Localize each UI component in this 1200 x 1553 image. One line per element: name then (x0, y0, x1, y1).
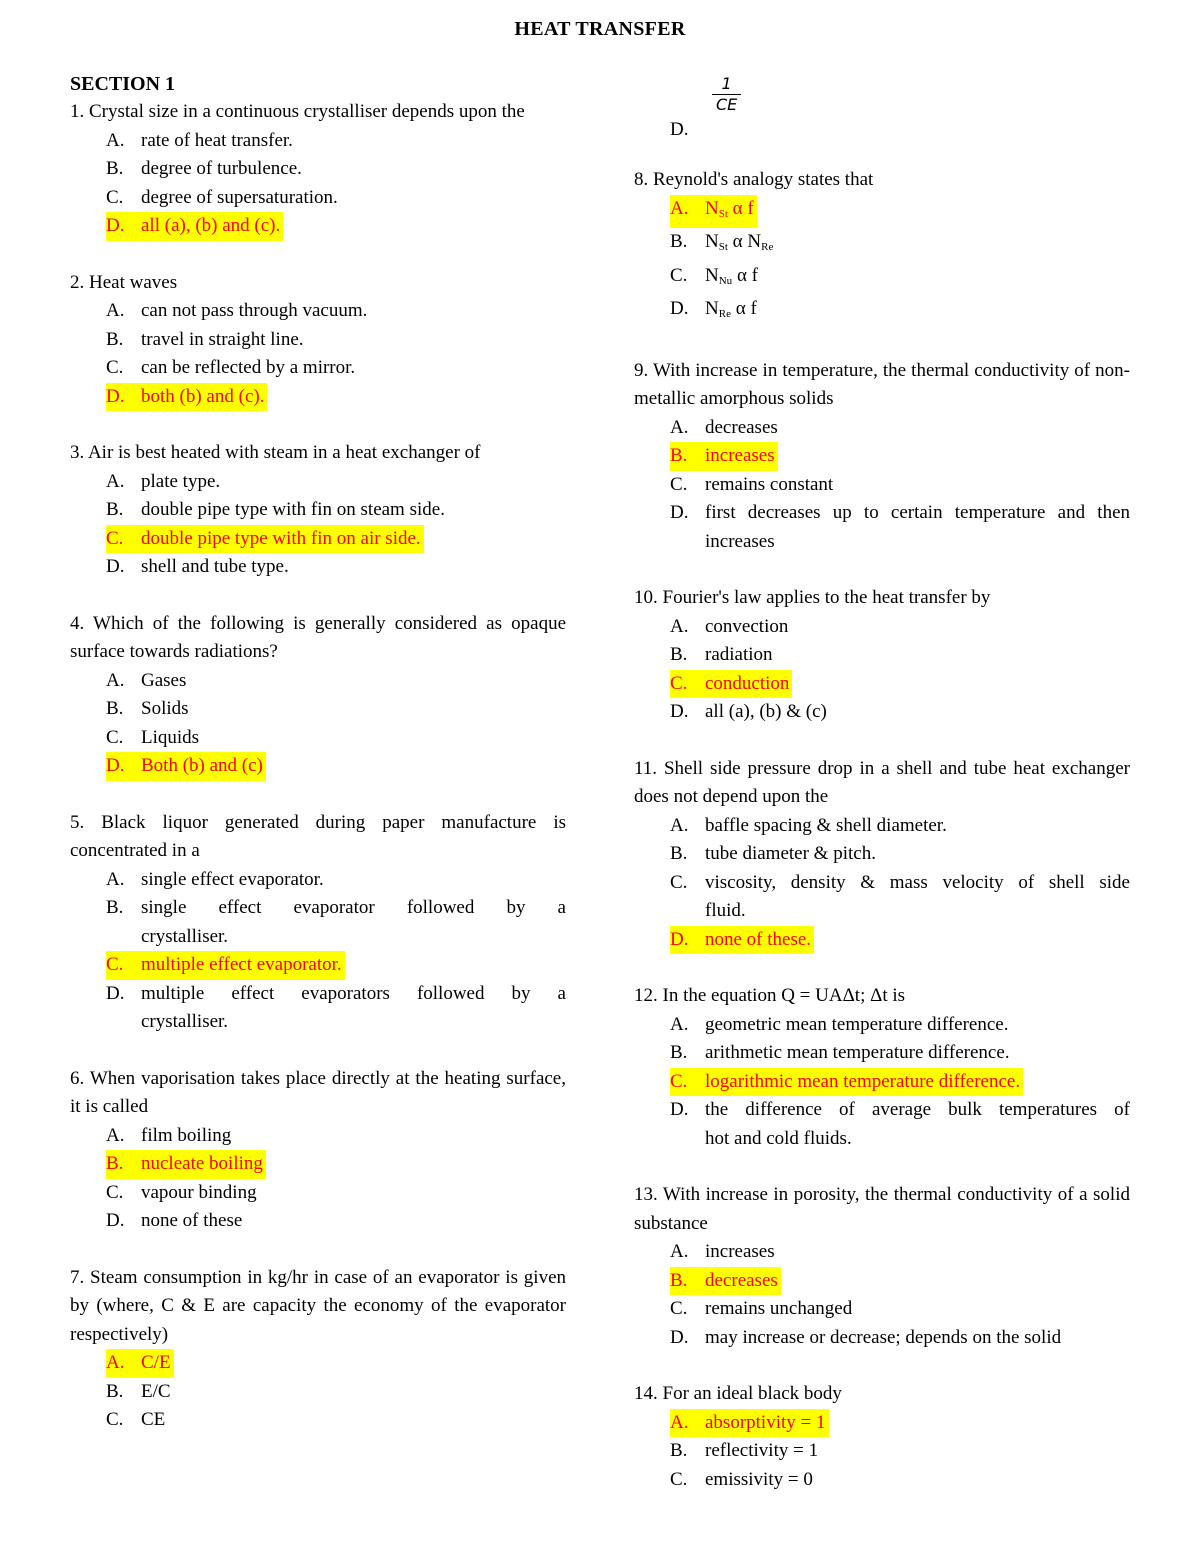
answer-highlight: B. decreases (670, 1267, 781, 1296)
question-stem: 5. Black liquor generated during paper manufacture is concentrated in a (70, 811, 566, 861)
option-c[interactable]: C. degree of supersaturation. (106, 186, 338, 208)
question-1 (70, 98, 566, 241)
section-title: SECTION 1 (70, 73, 176, 95)
option-a[interactable]: A. geometric mean temperature difference. (670, 1013, 1009, 1035)
option-d[interactable]: D. the difference of average bulk temperatures of hot and cold fluids. (670, 1099, 1130, 1149)
question-7-continued (634, 70, 1130, 142)
option-a[interactable]: A. rate of heat transfer. (106, 129, 293, 151)
option-a-answer[interactable] (634, 195, 1130, 229)
question-stem: 10. Fourier's law applies to the heat transfer by (634, 587, 991, 608)
question-stem: 11. Shell side pressure drop in a shell and tube heat exchanger does not depend upon the (634, 757, 1130, 807)
option-d[interactable]: D. may increase or decrease; depends on the solid (670, 1326, 1062, 1348)
option-c-answer[interactable] (634, 670, 1130, 699)
option-c-answer[interactable] (634, 1068, 1130, 1097)
option-c[interactable]: C. viscosity, density & mass velocity of shell side fluid. (670, 871, 1130, 921)
question-10 (634, 584, 1130, 727)
option-c-answer[interactable] (70, 951, 566, 980)
option-a[interactable]: A. Gases (106, 669, 187, 691)
option-b[interactable]: B. $N_{St}$ α $N_{Re}$ (670, 231, 774, 253)
question-13 (634, 1181, 1130, 1352)
question-5 (70, 809, 566, 1037)
answer-highlight: D. none of these. (670, 926, 814, 955)
option-b[interactable]: B. double pipe type with fin on steam side. (106, 499, 445, 520)
question-stem: 1. Crystal size in a continuous crystalliser depends upon the (70, 101, 525, 122)
page-title: HEAT TRANSFER (514, 18, 686, 40)
option-b[interactable]: B. arithmetic mean temperature difference. (670, 1042, 1010, 1063)
option-a[interactable]: A. single effect evaporator. (106, 868, 324, 890)
option-c[interactable]: C. remains constant (670, 473, 834, 495)
option-d[interactable]: D. first decreases up to certain temperature and then increases (670, 502, 1130, 552)
option-d[interactable]: $\frac{1}{CE}$ D. (634, 70, 1130, 142)
question-stem: 3. Air is best heated with steam in a heat exchanger of (70, 442, 481, 463)
question-stem: 14. For an ideal black body (634, 1383, 842, 1404)
option-c[interactable]: C. $N_{Nu}$ α f (670, 264, 758, 287)
option-d[interactable]: D. all (a), (b) & (c) (670, 701, 827, 722)
option-a[interactable]: A. film boiling (106, 1124, 232, 1146)
question-stem: 6. When vaporisation takes place directly at the heating surface, it is called (70, 1067, 566, 1117)
answer-highlight: A. C/E (106, 1349, 174, 1378)
option-c[interactable]: C. emissivity = 0 (670, 1468, 813, 1490)
question-stem: 2. Heat waves (70, 271, 178, 293)
question-stem: 12. In the equation Q = UAΔt; Δt is (634, 985, 906, 1006)
question-stem: 9. With increase in temperature, the thermal conductivity of non-metallic amorphous solids (634, 359, 1130, 409)
option-d[interactable]: D. shell and tube type. (106, 556, 289, 577)
option-c[interactable]: C. vapour binding (106, 1181, 257, 1203)
fraction-1-over-ce: $\frac{1}{CE}$ (712, 74, 741, 115)
answer-highlight: B. nucleate boiling (106, 1150, 266, 1179)
question-3 (70, 439, 566, 582)
option-a-answer[interactable] (634, 1409, 1130, 1438)
question-stem: 13. With increase in porosity, the thermal conductivity of a solid substance (634, 1184, 1130, 1234)
answer-highlight: D. both (b) and (c). (106, 383, 267, 412)
option-b[interactable]: B. reflectivity = 1 (670, 1440, 819, 1461)
option-c[interactable]: C. CE (106, 1409, 166, 1430)
right-column (634, 70, 1130, 1522)
answer-highlight: D. Both (b) and (c) (106, 752, 266, 781)
option-d[interactable]: D. none of these (106, 1210, 243, 1231)
option-a[interactable]: A. increases (670, 1241, 775, 1262)
option-b[interactable]: B. travel in straight line. (106, 328, 304, 350)
option-d-answer[interactable] (70, 752, 566, 781)
option-b-answer[interactable] (70, 1150, 566, 1179)
option-a-answer[interactable] (70, 1349, 566, 1378)
question-11 (634, 755, 1130, 955)
answer-highlight: A. $N_{St}$ α f (670, 195, 757, 229)
answer-highlight: C. logarithmic mean temperature difference. (670, 1068, 1023, 1097)
answer-highlight: C. double pipe type with fin on air side. (106, 525, 424, 554)
option-a[interactable]: A. convection (670, 615, 789, 637)
left-column (70, 70, 566, 1463)
answer-highlight: C. conduction (670, 670, 792, 699)
option-b[interactable]: B. E/C (106, 1380, 171, 1402)
option-b-answer[interactable] (634, 1267, 1130, 1296)
option-a[interactable]: A. baffle spacing & shell diameter. (670, 814, 947, 836)
option-c[interactable]: C. remains unchanged (670, 1298, 853, 1319)
option-c[interactable]: C. can be reflected by a mirror. (106, 357, 356, 378)
answer-highlight: D. all (a), (b) and (c). (106, 212, 283, 241)
option-d-answer[interactable] (70, 212, 566, 241)
option-c-answer[interactable] (70, 525, 566, 554)
question-9 (634, 357, 1130, 557)
answer-highlight: B. increases (670, 442, 778, 471)
question-4 (70, 610, 566, 781)
question-2 (70, 269, 566, 412)
option-b[interactable]: B. tube diameter & pitch. (670, 843, 876, 864)
option-a[interactable]: A. decreases (670, 416, 778, 438)
option-d-answer[interactable] (70, 383, 566, 412)
option-a[interactable]: A. can not pass through vacuum. (106, 300, 368, 321)
option-d-answer[interactable] (634, 926, 1130, 955)
question-8 (634, 166, 1130, 329)
question-6 (70, 1065, 566, 1236)
question-stem: 7. Steam consumption in kg/hr in case of an evaporator is given by (where, C & E are capacity the economy of the evaporator respectively) (70, 1266, 566, 1345)
question-14 (634, 1380, 1130, 1494)
option-b[interactable]: B. Solids (106, 698, 189, 719)
option-a[interactable]: A. plate type. (106, 470, 221, 492)
option-b[interactable]: B. degree of turbulence. (106, 158, 302, 179)
option-b-answer[interactable] (634, 442, 1130, 471)
option-b[interactable]: B. single effect evaporator followed by a crystalliser. (106, 897, 566, 947)
option-d[interactable]: D. multiple effect evaporators followed by a crystalliser. (106, 982, 566, 1032)
question-12 (634, 982, 1130, 1153)
question-stem: 8. Reynold's analogy states that (634, 169, 874, 190)
option-d[interactable]: D. $N_{Re}$ α f (670, 298, 757, 320)
answer-highlight: C. multiple effect evaporator. (106, 951, 345, 980)
option-c[interactable]: C. Liquids (106, 726, 200, 748)
option-b[interactable]: B. radiation (670, 644, 773, 665)
answer-highlight: A. absorptivity = 1 (670, 1409, 829, 1438)
question-7 (70, 1264, 566, 1435)
question-stem: 4. Which of the following is generally considered as opaque surface towards radiations? (70, 612, 566, 662)
